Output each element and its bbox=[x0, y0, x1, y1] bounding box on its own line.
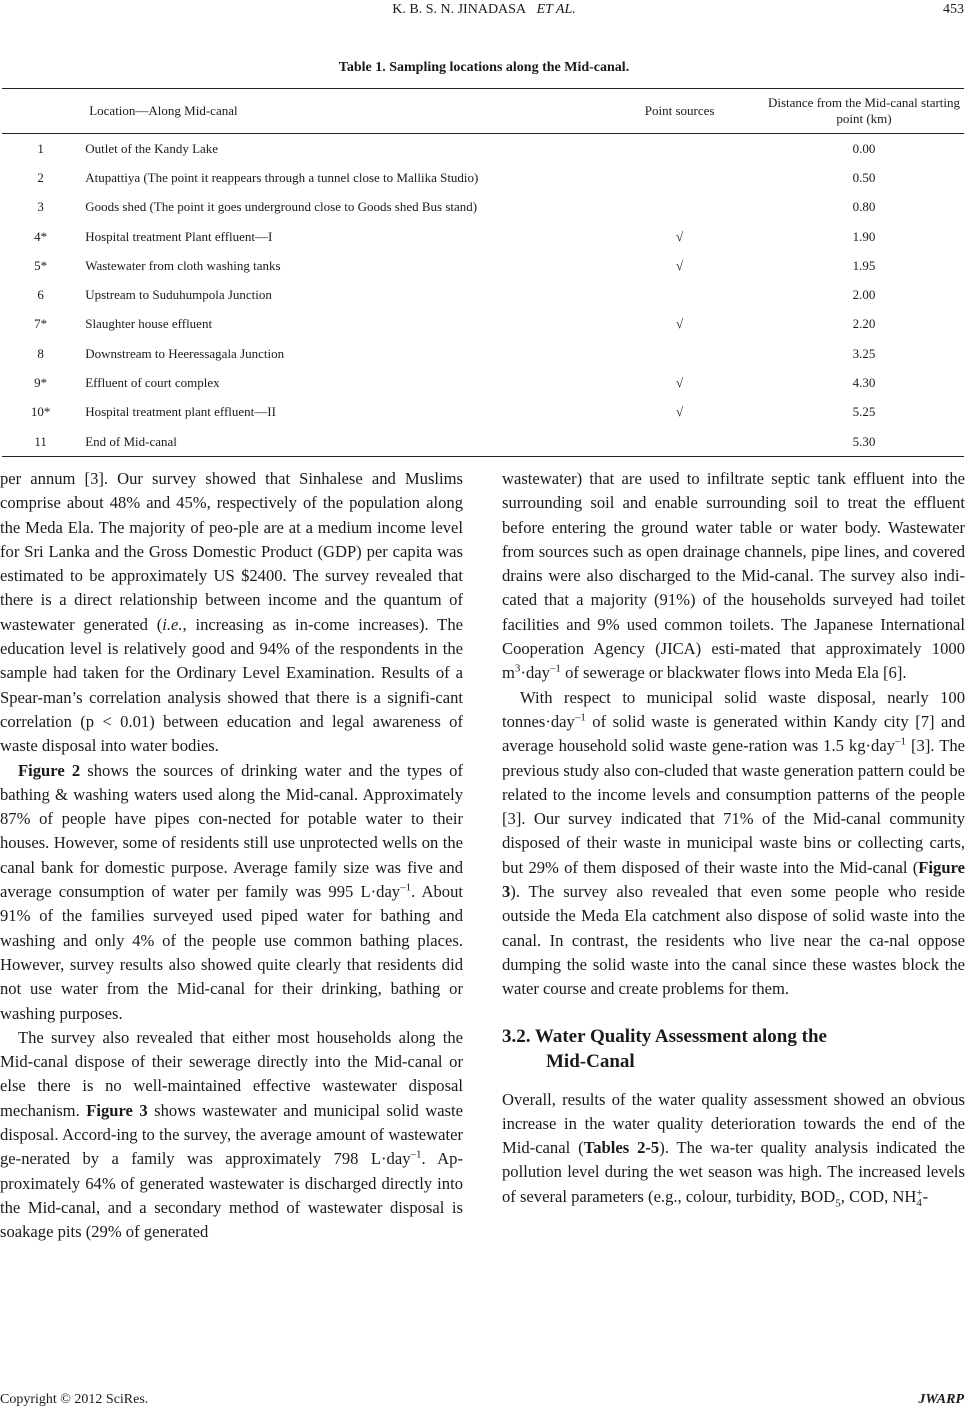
header-location: Location—Along Mid-canal bbox=[79, 89, 595, 134]
journal-name: JWARP bbox=[918, 1392, 964, 1407]
table-row bbox=[2, 251, 964, 280]
row-location: Goods shed (The point it goes underground close to Goods shed Bus stand) bbox=[85, 199, 478, 215]
table-header-row bbox=[2, 89, 964, 134]
section-heading: 3.2. Water Quality Assessment along the Mid-Canal bbox=[502, 1025, 827, 1072]
row-location: Outlet of the Kandy Lake bbox=[85, 140, 219, 156]
row-point-source bbox=[595, 427, 764, 457]
table-row bbox=[2, 134, 964, 164]
paragraph: wastewater) that are used to infiltrate septic tank effluent into the surrounding soil and enable surrounding soil to treat the effluent before entering the ground water table or water body. Wastewater from sources such as open drainage channels, pipe lines, and covered drains were also discharged to the Mid-canal. The survey also indi-cated that a majority (91%) of the households surveyed had toilet facilities and 9% used common toilets. The Japanese International Cooperation Agency (JICA) esti-mated that approximately 1000 $m^3\cdot day^{-1}$ of sewerage or blackwater flows into Meda Ela [6]. bbox=[502, 469, 965, 683]
paragraph: Overall, results of the water quality assessment showed an obvious increase in the water quality deterioration towards the end of the Mid-canal (Tables 2-5). The wa-ter quality analysis indicated the pollution level during the wet season was high. The increased levels of several parameters (e.g., colour, turbidity, $BOD_5$, COD, NH + 4 - bbox=[502, 1089, 965, 1210]
row-location: Wastewater from cloth washing tanks bbox=[85, 257, 281, 273]
row-distance: 5.30 bbox=[852, 433, 876, 449]
row-distance: 1.90 bbox=[852, 228, 876, 244]
paragraph: The survey also revealed that either most households along the Mid-canal dispose of their sewerage directly into the Mid-canal or else there is no well-maintained effective wastewater disposal mechanism. Figure 3 shows wastewater and municipal solid waste disposal. Accord-ing to the survey, the average amount of wastewater ge-nerated by a family was approximately 798 L·day$^{-1}$. Ap-proximately 64% of generated wastewater is discharged directly into the Mid-canal, and a secondary method of wastewater disposal is soakage pits (29% of generated bbox=[0, 1027, 464, 1242]
row-location: End of Mid-canal bbox=[85, 433, 177, 449]
row-location: Slaughter house effluent bbox=[85, 316, 213, 332]
table-body bbox=[2, 134, 964, 457]
sampling-locations-table bbox=[2, 88, 964, 457]
row-number: 1 bbox=[37, 140, 44, 156]
row-distance: 0.00 bbox=[852, 140, 876, 156]
row-point-source: √ bbox=[676, 228, 684, 244]
row-distance: 1.95 bbox=[852, 257, 876, 273]
left-column bbox=[0, 467, 463, 1245]
row-number: 4* bbox=[34, 228, 48, 244]
row-point-source bbox=[595, 280, 764, 309]
row-distance: 2.20 bbox=[852, 316, 876, 332]
row-distance: 0.50 bbox=[852, 169, 876, 185]
row-point-source: √ bbox=[676, 404, 684, 420]
figure-reference: Figure 3 bbox=[502, 857, 965, 902]
row-location: Hospital treatment Plant effluent—I bbox=[85, 228, 273, 244]
row-distance: 4.30 bbox=[852, 375, 876, 391]
figure-reference: Figure 3 bbox=[86, 1100, 148, 1120]
row-point-source bbox=[595, 163, 764, 192]
table-row bbox=[2, 163, 964, 192]
row-number: 10* bbox=[30, 404, 51, 420]
row-distance: 2.00 bbox=[852, 287, 876, 303]
table-row bbox=[2, 222, 964, 251]
row-number: 3 bbox=[37, 199, 44, 215]
figure-reference: Figure 2 bbox=[18, 760, 81, 780]
running-head-author: K. B. S. N. JINADASA ET AL. bbox=[392, 2, 576, 17]
row-point-source: √ bbox=[676, 257, 684, 273]
row-distance: 5.25 bbox=[852, 404, 876, 420]
page-number: 453 bbox=[943, 2, 964, 17]
table-row bbox=[2, 310, 964, 339]
table-reference: Tables 2-5 bbox=[583, 1138, 660, 1158]
row-number: 11 bbox=[34, 433, 47, 449]
row-distance: 0.80 bbox=[852, 199, 876, 215]
row-number: 9* bbox=[34, 375, 48, 391]
header-point-sources: Point sources bbox=[595, 89, 764, 134]
table-row bbox=[2, 193, 964, 222]
copyright: Copyright © 2012 SciRes. bbox=[0, 1392, 149, 1407]
row-number: 2 bbox=[37, 169, 44, 185]
running-head bbox=[0, 0, 968, 24]
row-location: Atupattiya (The point it reappears through a tunnel close to Mallika Studio) bbox=[85, 169, 479, 185]
table-row bbox=[2, 427, 964, 457]
row-location: Hospital treatment plant effluent—II bbox=[85, 404, 276, 420]
table-row bbox=[2, 280, 964, 309]
table-row bbox=[2, 398, 964, 427]
table-row bbox=[2, 339, 964, 368]
row-number: 5* bbox=[34, 257, 48, 273]
row-point-source bbox=[595, 339, 764, 368]
table-row bbox=[2, 368, 964, 397]
row-point-source bbox=[595, 193, 764, 222]
row-point-source: √ bbox=[676, 316, 684, 332]
header-number bbox=[2, 89, 79, 134]
row-number: 7* bbox=[34, 316, 48, 332]
right-column bbox=[502, 467, 965, 1209]
table-title: Table 1. Sampling locations along the Mid-canal. bbox=[338, 60, 630, 75]
paragraph: per annum [3]. Our survey showed that Sinhalese and Muslims comprise about 48% and 45%, respectively of the population along the Meda Ela. The majority of peo-ple are at a medium income level for Sri Lanka and the Gross Domestic Product (GDP) per capita was estimated to be approximately US $2400. The survey revealed that there is a direct relationship between income and the quantum of wastewater generated (i.e., increasing as in-come increases). The education level is relatively good and 94% of the respondents in the sample had taken for the Ordinary Level Examination. Results of a Spear-man’s correlation analysis showed that there is a signifi-cant correlation (p < 0.01) between education and legal awareness of waste disposal into water bodies. bbox=[0, 469, 463, 756]
row-number: 6 bbox=[37, 287, 44, 303]
row-distance: 3.25 bbox=[852, 345, 876, 361]
paragraph: With respect to municipal solid waste disposal, nearly 100 tonnes·day$^{-1}$ of solid waste is generated within Kandy city [7] and average household solid waste gene-ration was 1.5 kg·day$^{-1}$ [3]. The previous study also con-cluded that waste generation pattern could be related to the income levels and consumption patterns of the people [3]. Our survey indicated that 71% of the Mid-canal community disposed of their waste in municipal waste bins or collecting carts, but 29% of them disposed of their waste into the Mid-canal (Figure 3). The survey also revealed that even some people who reside outside the Meda Ela catchment also dispose of solid waste into the canal. In contrast, the residents who live near the ca-nal oppose dumping the solid waste into the canal since these wastes block the water course and create problems for them. bbox=[502, 687, 965, 999]
row-location: Downstream to Heeressagala Junction bbox=[85, 345, 285, 361]
row-point-source bbox=[595, 134, 764, 164]
paragraph: Figure 2 shows the sources of drinking water and the types of bathing & washing waters used along the Mid-canal. Approximately 87% of people have pipes con-nected for potable water to their houses. However, some of residents still use unprotected wells on the canal bank for domestic purpose. Average family size was five and average consumption of water per family was 995 L·day$^{-1}$. About 91% of the families surveyed used piped water for bathing and washing and only 4% of the people use common bathing places. However, survey results also showed quite clearly that residents did not use water from the Mid-canal for their drinking, bathing or washing purposes. bbox=[0, 760, 463, 1023]
row-point-source: √ bbox=[676, 375, 684, 391]
row-location: Effluent of court complex bbox=[85, 375, 220, 391]
header-distance: Distance from the Mid-canal starting point (km) bbox=[764, 89, 964, 134]
row-number: 8 bbox=[37, 345, 44, 361]
row-location: Upstream to Suduhumpola Junction bbox=[85, 287, 272, 303]
